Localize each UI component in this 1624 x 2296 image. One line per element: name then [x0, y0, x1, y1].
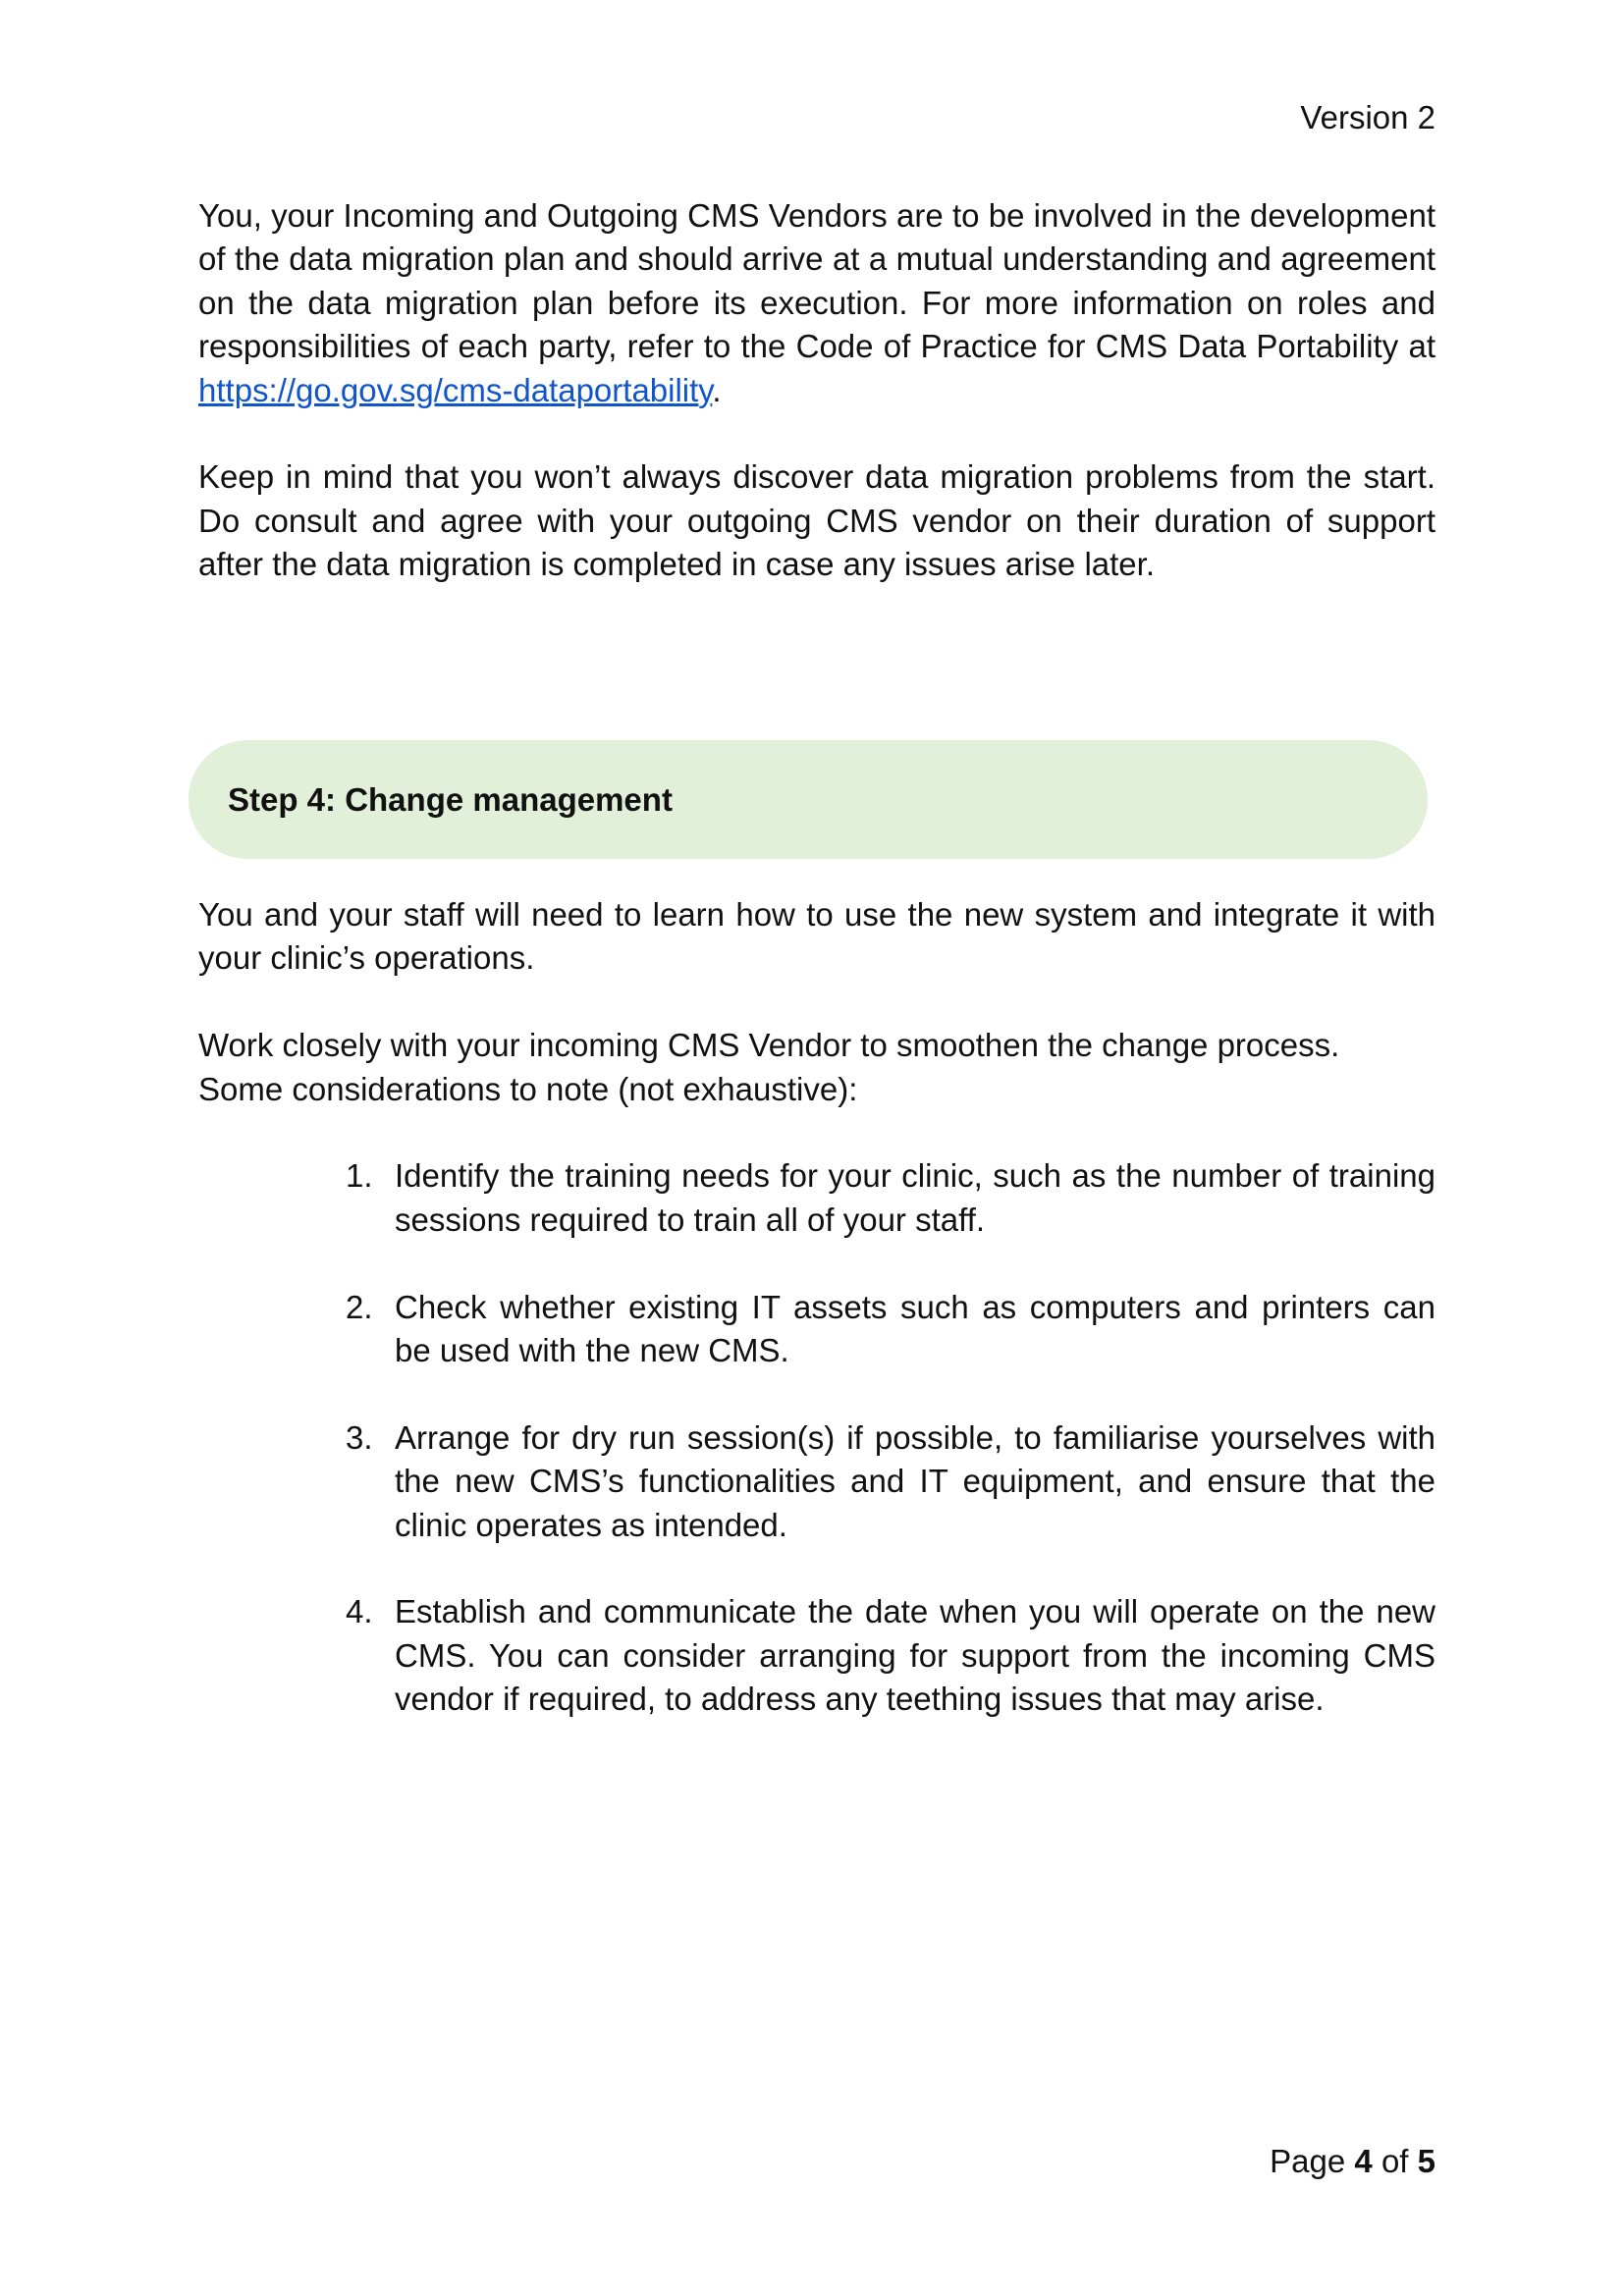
list-item	[198, 1286, 1435, 1373]
intro-paragraph-1-text: You, your Incoming and Outgoing CMS Vendors are to be involved in the development of the data migration plan and should arrive at a mutual understanding and agreement on the data migration plan before its execution. For more information on roles and responsibilities of each party, refer to the Code of Practice for CMS Data Portability at	[198, 197, 1435, 365]
list-item-number: 4.	[346, 1593, 373, 1630]
step-4-paragraph-1: You and your staff will need to learn how to use the new system and integrate it with your clinic’s operations.	[198, 896, 1435, 977]
intro-paragraph-1-end: .	[712, 371, 722, 408]
step-4-section	[198, 893, 1435, 1765]
list-item-text: Identify the training needs for your clinic, such as the number of training sessions required to train all of your staff.	[395, 1157, 1435, 1238]
step-4-header-box	[189, 740, 1428, 859]
page-current: 4	[1354, 2143, 1373, 2179]
intro-paragraph-2: Keep in mind that you won’t always discover data migration problems from the start. Do consult and agree with your outgoing CMS vendor on their duration of support after the data migration is completed in case any issues arise later.	[198, 458, 1435, 583]
list-item-number: 3.	[346, 1418, 373, 1456]
version-label: Version 2	[1300, 99, 1435, 135]
intro-section	[198, 194, 1435, 587]
page-prefix: Page	[1270, 2143, 1355, 2179]
page-number	[1270, 2140, 1435, 2183]
list-item-text: Arrange for dry run session(s) if possible, to familiarise yourselves with the new CMS’s functionalities and IT equipment, and ensure that the clinic operates as intended.	[395, 1418, 1435, 1543]
intro-paragraph-1	[198, 194, 1435, 412]
list-item-text: Establish and communicate the date when you will operate on the new CMS. You can consider arranging for support from the incoming CMS vendor if required, to address any teething issues that may arise.	[395, 1593, 1435, 1718]
list-item-number: 2.	[346, 1288, 373, 1325]
step-4-paragraph-2-line-1: Work closely with your incoming CMS Vendor to smoothen the change process.	[198, 1027, 1340, 1064]
step-4-title: Step 4: Change management	[228, 780, 673, 818]
step-4-paragraph-2-line-2: Some considerations to note (not exhaustive):	[198, 1070, 858, 1107]
list-item	[198, 1590, 1435, 1721]
list-item	[198, 1416, 1435, 1547]
step-4-paragraph-2	[198, 1024, 1435, 1111]
list-item-number: 1.	[346, 1157, 373, 1195]
cms-dataportability-link[interactable]: https://go.gov.sg/cms-dataportability	[198, 371, 713, 408]
list-item	[198, 1154, 1435, 1242]
page-mid: of	[1372, 2143, 1418, 2179]
page-total: 5	[1417, 2143, 1435, 2179]
considerations-list	[198, 1154, 1435, 1721]
list-item-text: Check whether existing IT assets such as computers and printers can be used with the new CMS.	[395, 1288, 1435, 1369]
